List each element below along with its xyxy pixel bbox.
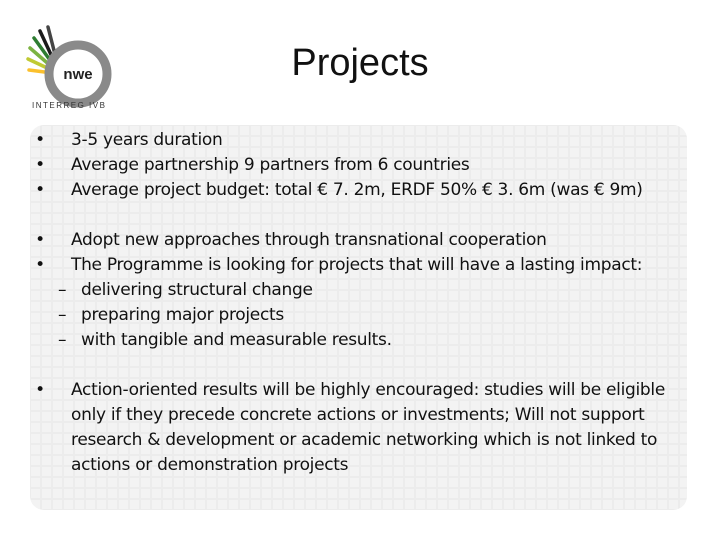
bullet-action-oriented: • Action-oriented results will be highly encouraged: studies will be eligible only if they precede concrete actions or investments; Will not support research & development or academic networking which is not linked to actions or demonstration projects [30, 378, 670, 478]
bullet-lasting-impact [30, 253, 670, 353]
logo-text: nwe [63, 66, 93, 83]
bullet-duration: • 3-5 years duration [30, 128, 670, 153]
bullet-group-3 [30, 378, 670, 478]
logo-caption: INTERREG IVB [32, 101, 107, 110]
spacer [30, 353, 670, 378]
bullet-partnership: • Average partnership 9 partners from 6 countries [30, 153, 670, 178]
bullet-budget: • Average project budget: total € 7. 2m, ERDF 50% € 3. 6m (was € 9m) [30, 178, 670, 203]
bullet-group-1 [30, 128, 670, 203]
bullet-approaches: • Adopt new approaches through transnational cooperation [30, 228, 670, 253]
page-title: Projects [291, 42, 429, 84]
sub-item-major-projects: – preparing major projects [30, 303, 670, 328]
bullet-group-2 [30, 228, 670, 353]
slide-body [30, 128, 670, 478]
sub-item-structural-change: – delivering structural change [30, 278, 670, 303]
spacer [30, 203, 670, 228]
bullet-lasting-impact-text: The Programme is looking for projects that will have a lasting impact: [71, 255, 643, 275]
sub-item-measurable-results: – with tangible and measurable results. [30, 328, 670, 353]
sub-list [30, 278, 670, 353]
